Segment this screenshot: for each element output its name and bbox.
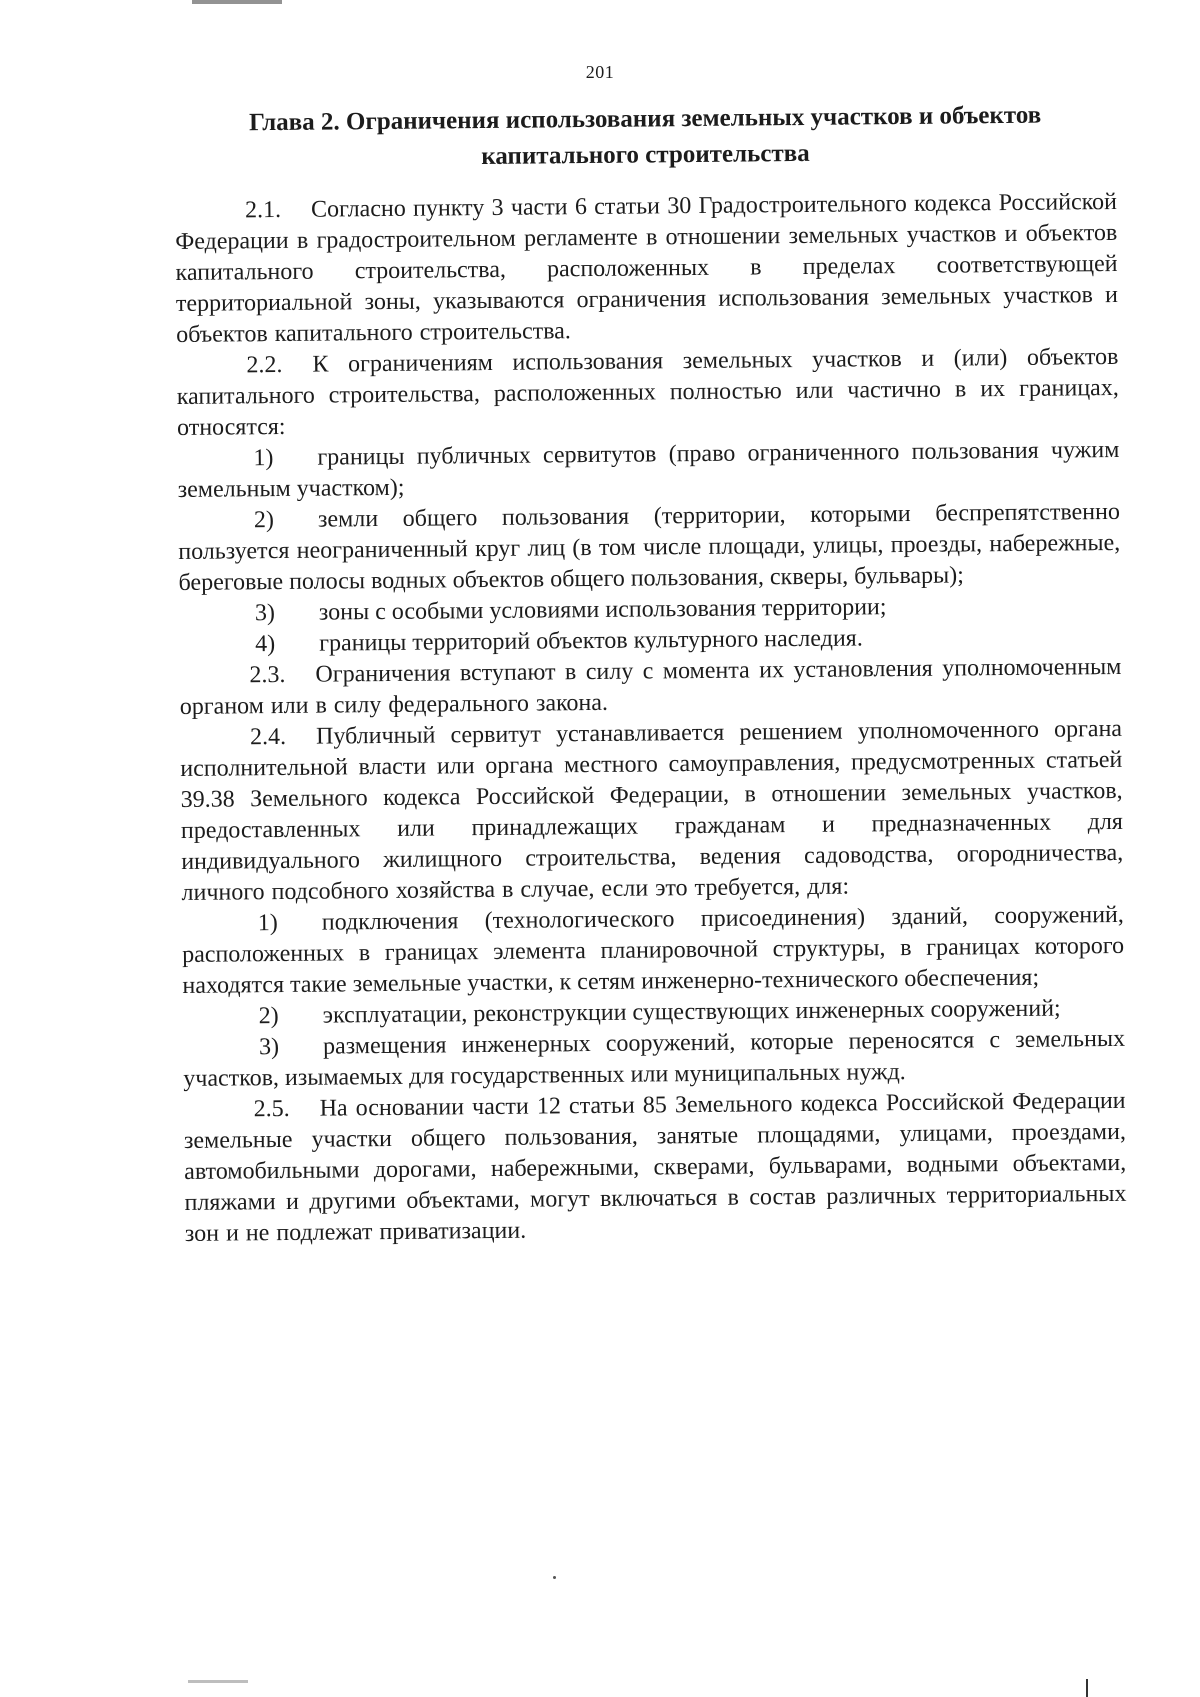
chapter-heading (174, 97, 1117, 178)
section-text: Согласно пункту 3 части 6 статьи 30 Градостроительного кодекса Российской Федерации в градостроительном регламенте в отношении земельных участков и объектов капитального строительства, расположенных в пределах соответствующей территориальной зоны, указываются ограничения использования земельных участков и объектов капитального строительства. (175, 188, 1118, 348)
list-item (182, 900, 1125, 1002)
section-2-2 (176, 342, 1119, 444)
item-text: подключения (технологического присоединения) зданий, сооружений, расположенных в границах элемента планировочной структуры, в границах которого находятся такие земельные участки, к сетям инженерно-технического обеспечения; (182, 901, 1125, 999)
section-text: На основании части 12 статьи 85 Земельного кодекса Российской Федерации земельные участки общего пользования, занятые площадями, улицами, проездами, автомобильными дорогами, набережными, скверами, бульварами, водными объектами, пляжами и другими объектами, могут включаться в состав различных территориальных зон и не подлежат приватизации. (183, 1087, 1127, 1247)
section-number: 2.3. (249, 661, 286, 689)
section-text: Публичный сервитут устанавливается решением уполномоченного органа исполнительной власти или органа местного самоуправления, предусмотренных статьей 39.38 Земельного кодекса Российской Федерации, в отношении земельных участков, предоставленных или принадлежащих гражданам и предназначенных для индивидуального жилищного строительства, ведения садоводства, огородничества, личного подсобного хозяйства в случае, если это требуется, для: (180, 715, 1124, 906)
page-number: 201 (585, 62, 615, 82)
item-number: 4) (255, 631, 276, 658)
chapter-heading-line-1: Глава 2. Ограничения использования земельных участков и объектов (248, 101, 1042, 137)
item-text: эксплуатации, реконструкции существующих инженерных сооружений; (322, 995, 1061, 1029)
section-2-3 (179, 652, 1122, 723)
list-item (178, 497, 1121, 599)
item-number: 3) (258, 1034, 280, 1061)
item-text: границы публичных сервитутов (право ограниченного пользования чужим земельным участком); (177, 436, 1120, 503)
scan-artifact-top (192, 0, 282, 4)
item-number: 3) (254, 600, 275, 627)
item-text: зоны с особыми условиями использования территории; (318, 594, 887, 626)
section-text: Ограничения вступают в силу с момента их установления уполномоченным органом или в силу федерального закона. (179, 653, 1122, 720)
list-item (183, 1024, 1126, 1095)
scan-artifact-bottom (188, 1680, 248, 1683)
item-text: земли общего пользования (территории, которыми беспрепятственно пользуется неограниченный круг лиц (в том числе площади, улицы, проезды, набережные, береговые полосы водных объектов общего пользования, скверы, бульвары); (178, 498, 1121, 596)
section-number: 2.2. (246, 351, 283, 379)
scan-speck (553, 1576, 556, 1579)
document-body (174, 97, 1127, 1250)
chapter-heading-line-2: капитального строительства (481, 139, 810, 171)
section-2-4 (180, 714, 1124, 909)
section-number: 2.1. (244, 196, 282, 224)
section-number: 2.4. (249, 723, 287, 751)
item-number: 2) (258, 1003, 279, 1030)
scan-artifact-edge (1086, 1679, 1088, 1697)
item-number: 2) (253, 507, 275, 534)
list-item (177, 435, 1120, 506)
section-text: К ограничениям использования земельных участков и (или) объектов капитального строительства, расположенных полностью или частично в их границах, относятся: (176, 343, 1119, 441)
item-text: размещения инженерных сооружений, которые переносятся с земельных участков, изымаемых для государственных или муниципальных нужд. (183, 1025, 1126, 1092)
item-text: границы территорий объектов культурного наследия. (319, 625, 863, 657)
item-number: 1) (253, 445, 274, 472)
section-2-1 (175, 187, 1118, 351)
section-2-5 (183, 1086, 1126, 1250)
item-number: 1) (257, 910, 278, 937)
section-number: 2.5. (253, 1095, 290, 1123)
